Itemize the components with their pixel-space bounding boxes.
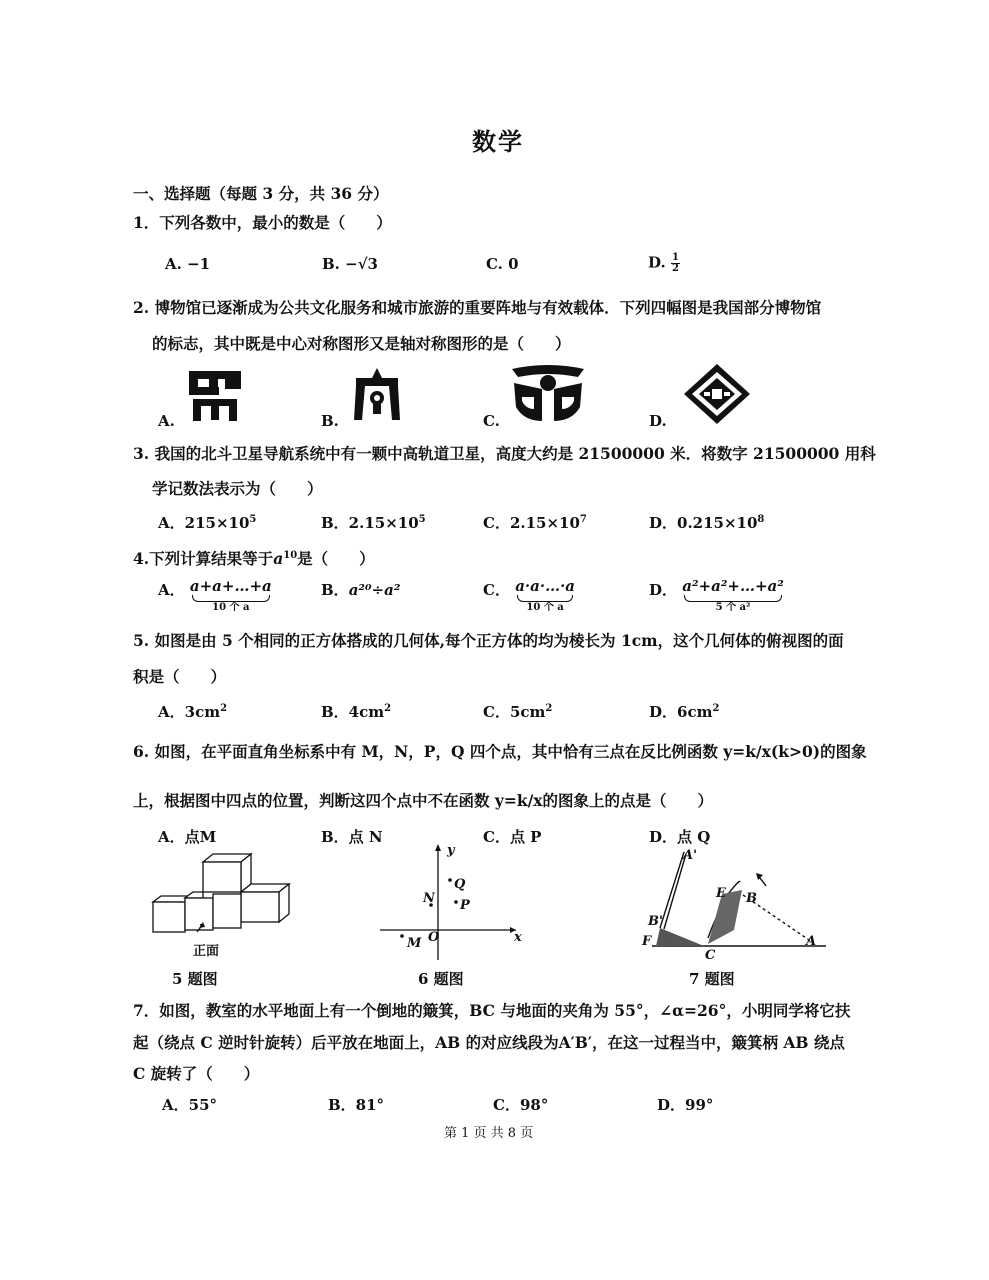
q4-option-d-expr — [682, 579, 784, 613]
q4-option-d-label: D． — [649, 581, 678, 599]
q2-line2: 的标志，其中既是中心对称图形又是轴对称图形的是（ ） — [152, 334, 571, 353]
q3-option-d-text: D．0.215×10 — [649, 514, 758, 532]
q3-option-d — [649, 512, 764, 533]
q6-line2: 上，根据图中四点的位置，判断这四个点中不在函数 y=k/x的图象上的点是（ ） — [133, 791, 714, 810]
q4-option-c — [483, 579, 575, 613]
fig7-label-f: F — [642, 934, 652, 949]
q7-line1: 7．如图，教室的水平地面上有一个倒地的簸箕，BC 与地面的夹角为 55°，∠α=26°，小明同学将它扶 — [133, 1001, 851, 1020]
q4-c-brace — [517, 595, 573, 602]
q4-d-top: a²+a²+…+a² — [682, 577, 784, 595]
fig6-label-p: P — [460, 898, 470, 913]
q2-option-d: D. — [649, 412, 667, 430]
q4-stem-exp: 10 — [283, 549, 298, 561]
fig7-label-a-prime: A' — [683, 848, 698, 863]
q3-option-b — [321, 512, 426, 533]
q1-option-d-fraction — [671, 253, 680, 274]
fig7-label-e: E — [716, 886, 726, 901]
q5-option-a-exp: 2 — [220, 703, 228, 714]
fig5-cubes-diagram — [145, 852, 295, 942]
fig7-label-c: C — [705, 948, 716, 963]
q5-option-d — [649, 701, 719, 722]
q4-option-b — [321, 579, 400, 600]
q5-line1: 5. 如图是由 5 个相同的正方体搭成的几何体,每个正方体的均为棱长为 1cm，这个几何体的俯视图的面 — [133, 631, 844, 650]
q7-option-b: B．81° — [328, 1096, 385, 1114]
q6-option-c: C．点 P — [483, 828, 542, 846]
q6-option-b: B．点 N — [321, 828, 383, 846]
fig6-caption: 6 题图 — [418, 970, 464, 988]
q3-option-a — [158, 512, 256, 533]
q7-option-a: A．55° — [162, 1096, 218, 1114]
fig5-caption: 5 题图 — [172, 970, 218, 988]
q1-option-b: B. −√3 — [322, 255, 378, 273]
museum-logo-b-icon — [352, 366, 402, 422]
rotation-arrow-icon — [756, 873, 763, 880]
q3-option-c-text: C．2.15×10 — [483, 514, 580, 532]
q4-a-brace — [192, 595, 270, 602]
q4-c-count: 10 个 a — [526, 602, 564, 613]
q3-line1: 3. 我国的北斗卫星导航系统中有一颗中高轨道卫星，高度大约是 21500000 米．将数字 21500000 用科 — [133, 444, 876, 463]
q1-option-a: A. −1 — [165, 255, 211, 273]
q5-option-c-text: C．5cm — [483, 703, 546, 721]
q4-option-b-expr: a²⁰÷a² — [348, 581, 401, 599]
q5-option-a — [158, 701, 227, 722]
q4-stem-pre: 4.下列计算结果等于 — [133, 549, 274, 568]
fig6-label-x: x — [514, 930, 522, 945]
q4-stem-var: a — [273, 549, 284, 568]
q7-line2: 起（绕点 C 逆时针旋转）后平放在地面上，AB 的对应线段为A′B′，在这一过程当中，簸箕柄 AB 绕点 — [133, 1033, 845, 1052]
q1-option-d — [648, 253, 680, 274]
q5-option-a-text: A．3cm — [158, 703, 221, 721]
q5-option-b — [321, 701, 391, 722]
q3-line2: 学记数法表示为（ ） — [152, 479, 323, 498]
q2-option-a: A. — [158, 412, 175, 430]
q1-option-d-label: D. — [648, 253, 666, 272]
museum-logo-d-icon — [682, 362, 752, 426]
q3-option-b-exp: 5 — [418, 514, 426, 525]
q3-option-c — [483, 512, 587, 533]
museum-logo-c-icon — [508, 363, 588, 425]
q1-option-c: C. 0 — [486, 255, 519, 273]
q4-option-a-label: A． — [158, 581, 185, 599]
fig6-coordinate-plane — [378, 842, 528, 962]
q1-d-numerator: 1 — [671, 252, 679, 263]
q6-option-a: A．点M — [158, 828, 217, 846]
q4-stem-post: 是（ ） — [297, 549, 375, 568]
q4-c-top: a·a·…·a — [515, 577, 576, 595]
fig7-label-b: B — [746, 891, 757, 906]
q2-option-b: B. — [321, 412, 339, 430]
fig7-label-a: A — [806, 934, 817, 949]
q6-option-d: D．点 Q — [649, 828, 711, 846]
q5-line2: 积是（ ） — [133, 667, 227, 686]
q4-option-c-label: C． — [483, 581, 510, 599]
museum-logo-a-icon — [185, 365, 245, 423]
q1-d-denominator: 2 — [671, 263, 679, 274]
page-footer: 第 1 页 共 8 页 — [444, 1126, 534, 1141]
q2-option-c: C. — [483, 412, 500, 430]
q5-option-d-exp: 2 — [712, 703, 720, 714]
q4-d-count: 5 个 a² — [715, 602, 751, 613]
q4-option-a-expr — [190, 579, 272, 613]
q3-option-c-exp: 7 — [579, 514, 587, 525]
section-header: 一、选择题（每题 3 分，共 36 分） — [133, 184, 389, 203]
fig6-label-o: O — [428, 930, 440, 945]
fig6-label-q: Q — [454, 877, 466, 892]
page-title: 数学 — [472, 127, 524, 156]
q4-option-c-expr — [515, 579, 575, 613]
q6-line1: 6. 如图，在平面直角坐标系中有 M，N，P，Q 四个点，其中恰有三点在反比例函数 y=k/x(k>0)的图象 — [133, 742, 867, 761]
fig7-label-b-prime: B' — [648, 914, 663, 929]
fig6-label-y: y — [447, 843, 455, 858]
rotated-dustpan-shape — [656, 928, 704, 946]
fig6-label-n: N — [423, 891, 435, 906]
q4-stem — [133, 547, 375, 569]
q5-option-d-text: D．6cm — [649, 703, 713, 721]
point-q — [448, 878, 452, 882]
q4-option-a — [158, 579, 272, 613]
q4-option-d — [649, 579, 784, 613]
q4-a-top: a+a+…+a — [189, 577, 272, 595]
fig6-label-m: M — [407, 936, 422, 951]
q4-a-count: 10 个 a — [212, 602, 250, 613]
fig7-dustpan-diagram — [642, 842, 832, 960]
q5-option-c-exp: 2 — [545, 703, 553, 714]
point-p — [454, 900, 458, 904]
q3-option-b-text: B．2.15×10 — [321, 514, 419, 532]
q5-option-b-text: B．4cm — [321, 703, 385, 721]
q1-stem: 1．下列各数中，最小的数是（ ） — [133, 213, 392, 232]
q2-line1: 2. 博物馆已逐渐成为公共文化服务和城市旅游的重要阵地与有效载体．下列四幅图是我国部分博物馆 — [133, 298, 822, 317]
q7-option-c: C．98° — [493, 1096, 549, 1114]
q7-line3: C 旋转了（ ） — [133, 1064, 260, 1083]
y-axis-arrow-icon — [435, 844, 441, 851]
q4-d-brace — [684, 595, 782, 602]
q5-option-c — [483, 701, 552, 722]
q3-option-a-text: A．215×10 — [158, 514, 250, 532]
q3-option-d-exp: 8 — [757, 514, 765, 525]
q3-option-a-exp: 5 — [249, 514, 257, 525]
fig5-front-label: 正面 — [193, 944, 220, 959]
q5-option-b-exp: 2 — [384, 703, 392, 714]
fig7-caption: 7 题图 — [689, 970, 735, 988]
q4-option-b-label: B． — [321, 581, 349, 599]
q7-option-d: D．99° — [657, 1096, 714, 1114]
point-m — [400, 934, 404, 938]
